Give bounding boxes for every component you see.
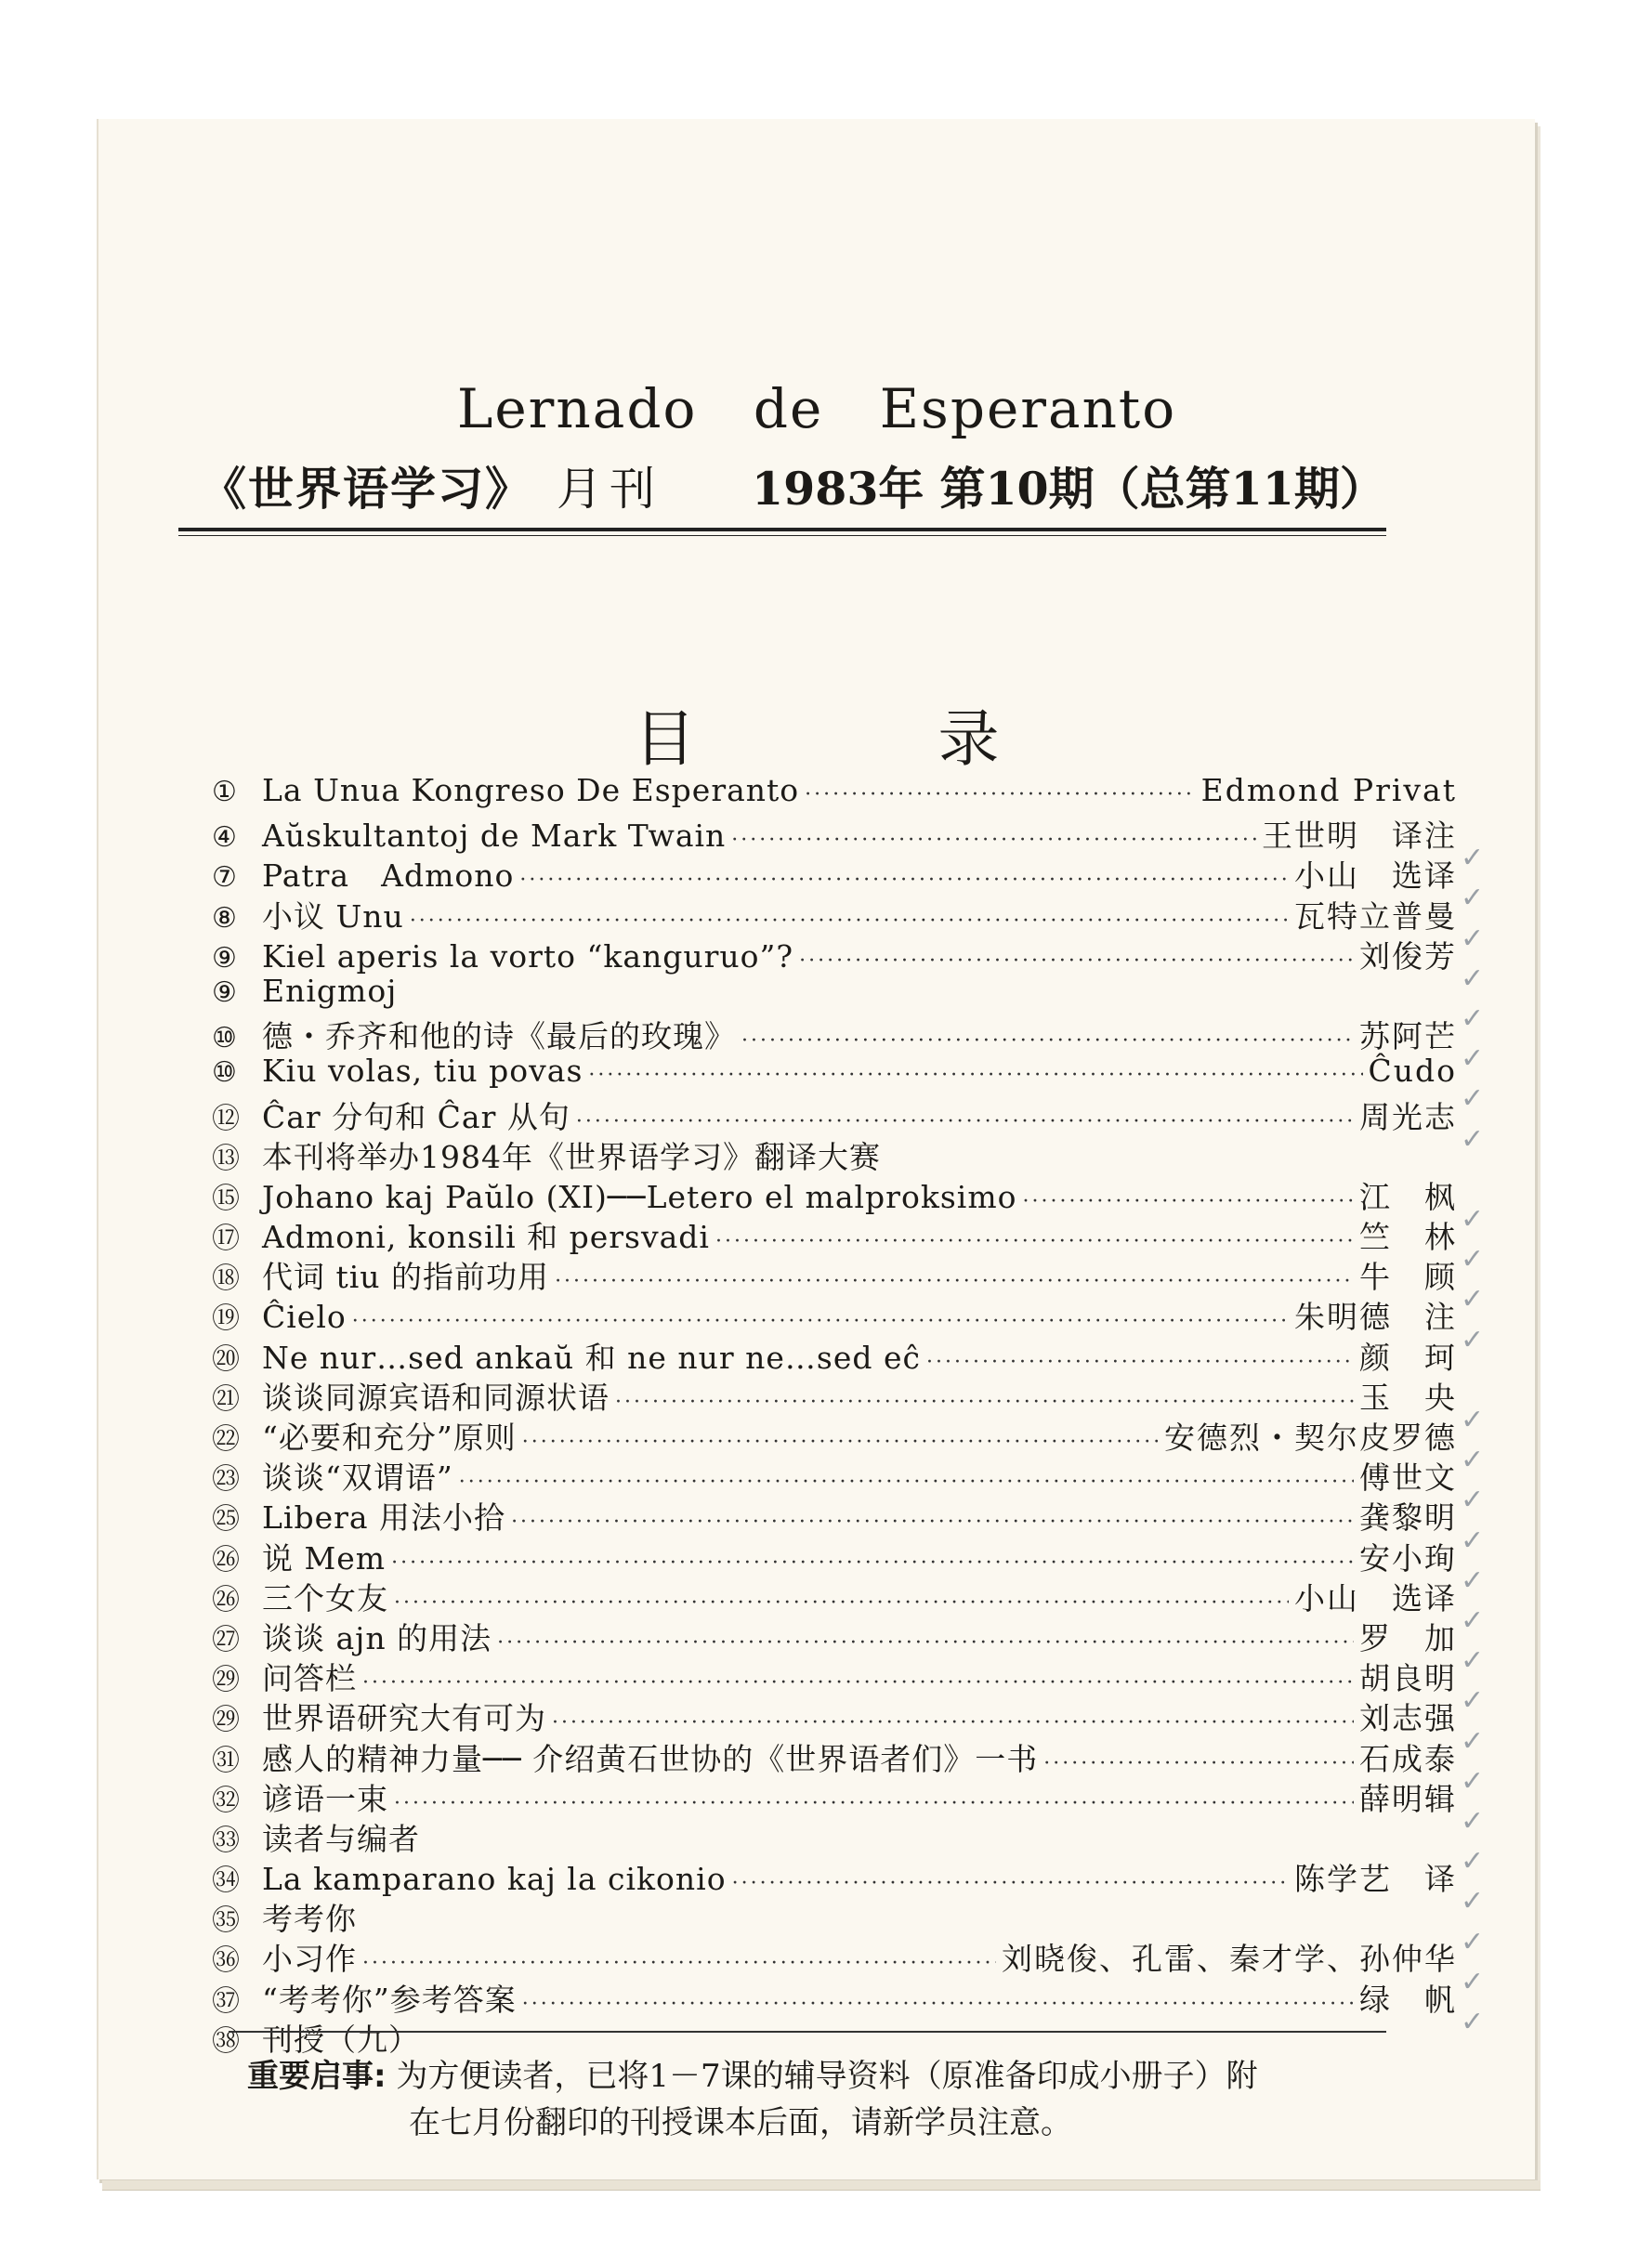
- toc-page-number: ㉕: [212, 1503, 240, 1537]
- toc-entry: [212, 1494, 1457, 1537]
- toc-author: 石成泰: [1359, 1740, 1457, 1777]
- toc-leader-dots: [459, 1471, 1354, 1494]
- check-mark-icon: ✓: [1461, 1925, 1485, 1958]
- toc-title: “考考你”参考答案: [262, 1981, 517, 2018]
- toc-author: 安小珣: [1359, 1539, 1457, 1577]
- toc-page-number: ⑫: [212, 1102, 240, 1135]
- check-mark-icon: ✓: [1461, 1604, 1485, 1637]
- toc-title: La kamparano kaj la cikonio: [262, 1861, 727, 1898]
- toc-title: 问答栏: [262, 1660, 357, 1697]
- toc-leader-dots: [391, 1551, 1354, 1575]
- toc-author: 刘晓俊、孔雷、秦才学、孙仲华: [1002, 1941, 1457, 1978]
- toc-title: 本刊将举办1984年《世界语学习》翻译大赛: [262, 1138, 881, 1175]
- toc-title: 感人的精神力量── 介绍黄石世协的《世界语者们》一书: [262, 1740, 1039, 1777]
- toc-entry: [212, 1093, 1457, 1133]
- toc-title: La Unua Kongreso De Esperanto: [262, 772, 800, 808]
- notice-line-1: 为方便读者，已将1－7课的辅导资料（原准备印成小册子）附: [396, 2058, 1258, 2095]
- toc-entry: [212, 1695, 1457, 1737]
- toc-title: 谈谈 ajn 的用法: [262, 1619, 492, 1656]
- toc-entry: [212, 1935, 1457, 1978]
- toc-author: 颜 珂: [1359, 1339, 1457, 1376]
- toc-leader-dots: [362, 1671, 1354, 1695]
- toc-title: 谈谈同源宾语和同源状语: [262, 1379, 610, 1416]
- toc-page-number: ㉗: [212, 1623, 240, 1656]
- toc-entry: [212, 1855, 1457, 1898]
- toc-entry: [212, 1535, 1457, 1575]
- toc-page-number: ㉖: [212, 1583, 240, 1616]
- toc-page-number: ㊱: [212, 1944, 240, 1978]
- table-of-contents: [212, 772, 1457, 2056]
- toc-leader-dots: [522, 1993, 1354, 2016]
- toc-title: Patra Admono: [262, 857, 515, 895]
- notice-rule: [229, 2031, 1386, 2033]
- toc-leader-dots: [352, 1310, 1289, 1333]
- toc-page-number: ⑧: [212, 901, 237, 935]
- toc-entry: [212, 1454, 1457, 1497]
- check-mark-icon: ✓: [1461, 1764, 1485, 1798]
- toc-leader-dots: [362, 1952, 996, 1975]
- toc-author: 瓦特立普曼: [1294, 897, 1457, 935]
- toc-leader-dots: [1043, 1752, 1354, 1775]
- toc-page-number: ㉓: [212, 1463, 240, 1497]
- toc-title: 德・乔齐和他的诗《最后的玫瑰》: [262, 1018, 736, 1055]
- toc-entry: [212, 1414, 1457, 1454]
- toc-leader-dots: [552, 1711, 1354, 1734]
- toc-entry: [212, 1735, 1457, 1775]
- toc-entry: [212, 1976, 1457, 2016]
- toc-entry: [212, 973, 1457, 1013]
- toc-title: 小议 Unu: [262, 897, 404, 935]
- check-mark-icon: ✓: [1461, 1243, 1485, 1276]
- toc-entry: [212, 1615, 1457, 1655]
- issue-line: [201, 453, 1427, 518]
- check-mark-icon: ✓: [1461, 962, 1485, 995]
- toc-title: 说 Mem: [262, 1539, 387, 1577]
- toc-leader-dots: [732, 1872, 1289, 1895]
- toc-leader-dots: [799, 949, 1354, 973]
- periodical-type: 月刊: [557, 463, 663, 516]
- toc-page-number: ④: [212, 821, 237, 855]
- toc-page-number: ㊳: [212, 2024, 240, 2058]
- toc-entry: [212, 1374, 1457, 1414]
- toc-author: 朱明德 注: [1294, 1299, 1457, 1336]
- toc-page-number: ㉟: [212, 1904, 240, 1938]
- toc-entry: [212, 1775, 1457, 1815]
- toc-author: 薛明辑: [1359, 1780, 1457, 1817]
- toc-author: 王世明 译注: [1262, 818, 1457, 855]
- toc-author: 牛 顾: [1359, 1259, 1457, 1296]
- check-mark-icon: ✓: [1461, 1042, 1485, 1076]
- toc-leader-dots: [715, 1230, 1354, 1253]
- page-stack-edge: [102, 2180, 1541, 2191]
- check-mark-icon: ✓: [1461, 1845, 1485, 1878]
- toc-page-number: ㉖: [212, 1543, 240, 1577]
- toc-entry: [212, 2016, 1457, 2056]
- toc-author: 玉 央: [1359, 1379, 1457, 1416]
- toc-entry: [212, 1575, 1457, 1615]
- toc-leader-dots: [1022, 1190, 1354, 1213]
- important-notice: [247, 2053, 1399, 2146]
- toc-title: 读者与编者: [262, 1820, 420, 1857]
- toc-page-number: ⑱: [212, 1263, 240, 1296]
- header-rule: [178, 528, 1386, 536]
- check-mark-icon: ✓: [1461, 1644, 1485, 1678]
- toc-author: 刘志强: [1359, 1700, 1457, 1737]
- check-mark-icon: ✓: [1461, 1885, 1485, 1918]
- toc-author: 绿 帆: [1359, 1981, 1457, 2018]
- toc-author: 江 枫: [1359, 1178, 1457, 1215]
- toc-page-number: ㉙: [212, 1664, 240, 1697]
- toc-page-number: ⑬: [212, 1142, 240, 1175]
- check-mark-icon: ✓: [1461, 1404, 1485, 1436]
- toc-leader-dots: [511, 1511, 1354, 1534]
- toc-title: 世界语研究大有可为: [262, 1700, 546, 1737]
- notice-line-2: 在七月份翻印的刊授课本后面，请新学员注意。: [409, 2104, 1072, 2141]
- toc-title: 谈谈“双谓语”: [262, 1459, 453, 1497]
- toc-entry: [212, 1253, 1457, 1296]
- check-mark-icon: ✓: [1461, 1444, 1485, 1477]
- check-mark-icon: ✓: [1461, 1122, 1485, 1156]
- notice-label: 重要启事:: [247, 2058, 387, 2095]
- toc-entry: [212, 1013, 1457, 1053]
- toc-author: 龚黎明: [1359, 1499, 1457, 1537]
- toc-page-number: ⑦: [212, 861, 237, 895]
- check-mark-icon: ✓: [1461, 1283, 1485, 1316]
- esperanto-title: Lernado de Esperanto: [456, 377, 1177, 440]
- toc-entry: [212, 893, 1457, 933]
- toc-entry: [212, 933, 1457, 973]
- toc-leader-dots: [519, 869, 1289, 892]
- toc-leader-dots: [555, 1270, 1354, 1293]
- toc-leader-dots: [410, 910, 1289, 933]
- toc-author: 胡良明: [1359, 1660, 1457, 1697]
- toc-leader-dots: [926, 1351, 1354, 1374]
- toc-leader-dots: [497, 1631, 1354, 1655]
- toc-author: Ĉudo: [1368, 1053, 1457, 1090]
- toc-title: Ĉar 分句和 Ĉar 从句: [262, 1098, 570, 1135]
- check-mark-icon: ✓: [1461, 1965, 1485, 1998]
- toc-page-number: ㉞: [212, 1865, 240, 1898]
- toc-page-number: ⑩: [212, 1056, 237, 1090]
- toc-title: 刊授（九）: [262, 2021, 420, 2058]
- toc-entry: [212, 1213, 1457, 1256]
- toc-author: 小山 选译: [1294, 857, 1457, 895]
- toc-page-number: ㉝: [212, 1824, 240, 1857]
- check-mark-icon: ✓: [1461, 922, 1485, 955]
- toc-page-number: ㉛: [212, 1744, 240, 1777]
- toc-author: 竺 林: [1359, 1219, 1457, 1256]
- toc-entry: [212, 1815, 1457, 1855]
- toc-title: 三个女友: [262, 1579, 388, 1616]
- toc-leader-dots: [615, 1391, 1354, 1414]
- toc-page-number: ①: [212, 776, 237, 808]
- toc-page-number: ㉜: [212, 1784, 240, 1817]
- toc-page-number: ⑲: [212, 1302, 240, 1336]
- toc-author: 安德烈・契尔皮罗德: [1164, 1420, 1457, 1456]
- toc-page-number: ㉒: [212, 1423, 240, 1456]
- toc-author: 苏阿芒: [1359, 1018, 1457, 1055]
- toc-page-number: ㉙: [212, 1704, 240, 1737]
- check-mark-icon: ✓: [1461, 1002, 1485, 1035]
- toc-leader-dots: [741, 1029, 1354, 1053]
- toc-entry: [212, 1293, 1457, 1336]
- toc-title: 谚语一束: [262, 1780, 388, 1817]
- contents-heading: 目 录: [634, 703, 1111, 775]
- toc-leader-dots: [731, 829, 1256, 852]
- check-mark-icon: ✓: [1461, 882, 1485, 915]
- toc-title: 代词 tiu 的指前功用: [262, 1259, 550, 1296]
- toc-title: Kiu volas, tiu povas: [262, 1053, 583, 1090]
- toc-entry: [212, 1895, 1457, 1938]
- check-mark-icon: ✓: [1461, 1082, 1485, 1116]
- toc-author: 傅世文: [1359, 1459, 1457, 1497]
- check-mark-icon: ✓: [1461, 1805, 1485, 1838]
- toc-author: 小山 选译: [1294, 1579, 1457, 1616]
- toc-page-number: ⑰: [212, 1223, 240, 1256]
- toc-entry: [212, 1334, 1457, 1374]
- toc-entry: [212, 772, 1457, 812]
- toc-page-number: ⑨: [212, 941, 237, 975]
- toc-entry: [212, 1053, 1457, 1093]
- toc-entry: [212, 812, 1457, 855]
- check-mark-icon: ✓: [1461, 1684, 1485, 1718]
- toc-title: Admoni, konsili 和 persvadi: [262, 1219, 710, 1256]
- toc-leader-dots: [805, 783, 1195, 806]
- toc-page-number: ⑩: [212, 1022, 237, 1055]
- check-mark-icon: ✓: [1461, 2006, 1485, 2038]
- toc-leader-dots: [588, 1064, 1362, 1087]
- toc-title: “必要和充分”原则: [262, 1420, 517, 1456]
- toc-author: 刘俊芳: [1359, 937, 1457, 975]
- check-mark-icon: ✓: [1461, 1203, 1485, 1236]
- toc-title: Kiel aperis la vorto “kanguruo”?: [262, 937, 794, 975]
- toc-entry: [212, 1133, 1457, 1173]
- toc-leader-dots: [394, 1792, 1354, 1815]
- toc-entry: [212, 1173, 1457, 1213]
- toc-page-number: ㉑: [212, 1382, 240, 1416]
- toc-title: Enigmoj: [262, 972, 398, 1009]
- toc-leader-dots: [394, 1591, 1289, 1615]
- toc-author: 陈学艺 译: [1294, 1861, 1457, 1898]
- check-mark-icon: ✓: [1461, 1484, 1485, 1517]
- check-mark-icon: ✓: [1461, 1524, 1485, 1557]
- toc-page-number: ⑨: [212, 975, 237, 1009]
- toc-leader-dots: [576, 1110, 1354, 1133]
- journal-page: [97, 119, 1535, 2179]
- check-mark-icon: ✓: [1461, 1724, 1485, 1758]
- toc-leader-dots: [522, 1431, 1159, 1454]
- toc-page-number: ⑮: [212, 1182, 240, 1215]
- chinese-title: 《世界语学习》: [201, 462, 533, 516]
- toc-title: Johano kaj Paŭlo (XI)──Letero el malproksimo: [262, 1178, 1017, 1215]
- toc-title: 小习作: [262, 1941, 357, 1978]
- toc-author: Edmond Privat: [1200, 772, 1457, 808]
- check-mark-icon: ✓: [1461, 1323, 1485, 1356]
- toc-entry: [212, 852, 1457, 895]
- toc-title: Ne nur…sed ankaŭ 和 ne nur ne…sed eĉ: [262, 1339, 922, 1376]
- toc-page-number: ㊲: [212, 1984, 240, 2018]
- toc-title: Ĉielo: [262, 1299, 347, 1336]
- check-mark-icon: ✓: [1461, 842, 1485, 875]
- toc-page-number: ⑳: [212, 1342, 240, 1376]
- toc-entry: [212, 1655, 1457, 1695]
- toc-title: Aŭskultantoj de Mark Twain: [262, 818, 727, 855]
- check-mark-icon: ✓: [1461, 1564, 1485, 1597]
- toc-author: 周光志: [1359, 1098, 1457, 1135]
- toc-author: 罗 加: [1359, 1619, 1457, 1656]
- toc-title: 考考你: [262, 1901, 357, 1938]
- toc-title: Libera 用法小拾: [262, 1499, 506, 1537]
- issue-number: 1983年 第10期（总第11期）: [752, 462, 1385, 516]
